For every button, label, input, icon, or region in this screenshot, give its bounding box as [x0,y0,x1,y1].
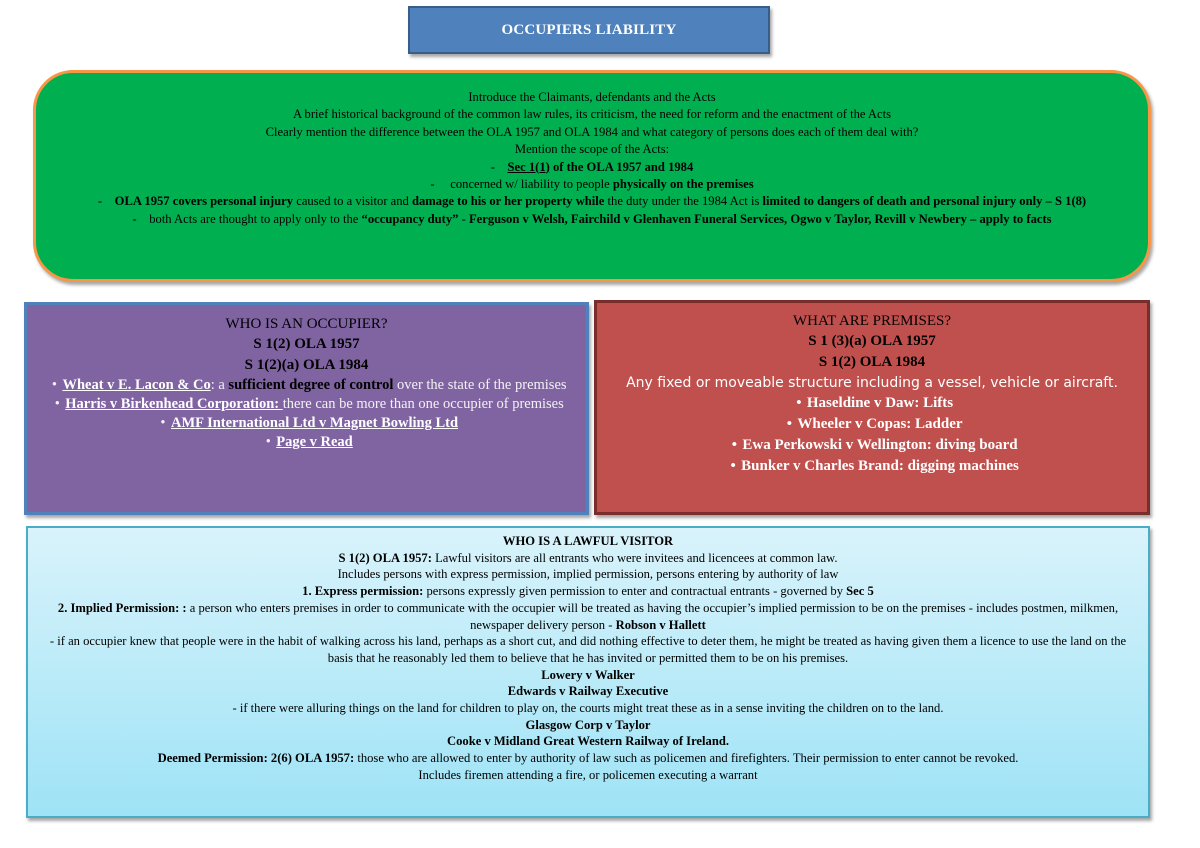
intro-line: Mention the scope of the Acts: [514,142,670,157]
category-label: Deemed Permission: 2(6) OLA 1957: [157,751,355,766]
case-name: Cooke v Midland Great Western Railway of Ireland. [447,734,729,749]
visitor-line: Includes persons with express permission, implied permission, persons entering by authority of law [337,567,839,582]
intro-point [76,193,1108,210]
case-list: Ferguson v Welsh, Fairchild v Glenhaven Funeral Services, Ogwo v Taylor, Revill v Newbery – apply to facts [468,211,1052,226]
case-name: Wheat v E. Lacon & Co [62,377,211,393]
visitor-line [44,600,1132,633]
case-name: Ewa Perkowski v Wellington: diving board [742,437,1018,453]
intro-point [76,211,1108,228]
premises-statute: S 1(2) OLA 1984 [818,354,926,370]
premises-heading: WHAT ARE PREMISES? [792,313,952,329]
intro-panel [33,70,1151,282]
case-emphasis: sufficient degree of control [228,377,394,393]
premises-description: Any fixed or moveable structure including a vessel, vehicle or aircraft. [626,375,1118,391]
bullet-icon: • [731,437,738,453]
visitor-text: Lawful visitors are all entrants who were invitees and licencees at common law. [431,550,838,565]
list-item [41,376,572,395]
section-ref: Sec 1(1) [507,159,550,174]
intro-text: concerned w/ liability to people [450,177,613,192]
dash: - [430,177,435,192]
bullet-icon: • [51,377,57,393]
dash: - [132,211,137,226]
case-name: Harris v Birkenhead Corporation: [65,396,283,412]
list-item [41,414,572,433]
intro-scope-line [76,159,1108,176]
visitor-text: persons expressly given permission to enter and contractual entrants - governed by [423,584,847,599]
intro-line: Clearly mention the difference between the OLA 1957 and OLA 1984 and what category of persons does each of them deal with? [265,124,919,139]
list-item [607,393,1137,414]
page-title: OCCUPIERS LIABILITY [408,6,770,54]
intro-point [76,176,1108,193]
dash: - [97,194,103,209]
intro-emphasis: OLA 1957 covers personal injury [114,194,294,209]
category-label: 2. Implied Permission: : [57,600,187,615]
premises-statute: S 1 (3)(a) OLA 1957 [808,333,936,349]
statute-ref: Sec 5 [846,584,874,599]
intro-emphasis: “occupancy duty” [361,211,459,226]
case-text: over the state of the premises [393,377,567,393]
dash: - [490,159,495,174]
visitor-line [44,583,1132,600]
visitor-text: those who are allowed to enter by authority of law such as policemen and firefighters. Their permission to enter cannot be revoked. [354,751,1019,766]
visitor-line: Includes firemen attending a fire, or policemen executing a warrant [418,767,758,782]
occupier-statute: S 1(2) OLA 1957 [253,336,360,352]
case-name: Haseldine v Daw: Lifts [806,395,954,411]
case-name: Glasgow Corp v Taylor [525,717,651,732]
bullet-icon: • [730,458,736,474]
visitor-line: - if an occupier knew that people were in the habit of walking across his land, perhaps as a short cut, and did nothing effective to deter them, he might be treated as having given them a licence to use the land on the basis that he reasonably led them to believe that he has invited or permitted them to be on his premises. [49,634,1127,665]
list-item [41,433,572,452]
category-label: 1. Express permission: [302,584,424,599]
case-name: AMF International Ltd v Magnet Bowling Ltd [170,415,459,431]
intro-emphasis: damage to his or her property while [412,194,605,209]
visitor-panel [26,526,1150,818]
intro-emphasis: limited to dangers of death and personal injury only – S 1(8) [762,194,1087,209]
visitor-line: - if there were alluring things on the land for children to play on, the courts might treat these as in a sense inviting the children on to the land. [232,701,944,716]
visitor-line [44,550,1132,567]
visitor-heading: WHO IS A LAWFUL VISITOR [502,534,674,548]
occupier-panel [24,302,589,515]
case-text: : a [210,377,229,393]
occupier-heading: WHO IS AN OCCUPIER? [225,316,388,332]
occupier-statute: S 1(2)(a) OLA 1984 [244,357,369,373]
statute-ref: S 1(2) OLA 1957: [338,550,432,565]
intro-emphasis: physically on the premises [612,177,754,192]
intro-text: caused to a visitor and [293,194,412,209]
intro-text: the duty under the 1984 Act is [604,194,763,209]
bullet-icon: • [265,434,271,450]
premises-panel [594,300,1150,515]
bullet-icon: • [786,416,793,432]
intro-line: Introduce the Claimants, defendants and the Acts [468,90,716,104]
bullet-icon: • [796,395,802,411]
case-name: Robson v Hallett [615,617,706,632]
section-ref-rest: of the OLA 1957 and 1984 [549,159,694,174]
intro-line: A brief historical background of the common law rules, its criticism, the need for reform and the enactment of the Acts [292,107,892,122]
case-name: Wheeler v Copas: Ladder [797,416,963,432]
occupier-case-list [41,376,572,452]
case-name: Page v Read [276,434,353,450]
case-name: Bunker v Charles Brand: digging machines [741,458,1019,474]
case-text: there can be more than one occupier of premises [282,396,564,412]
premises-case-list [607,393,1137,477]
visitor-text: a person who enters premises in order to communicate with the occupier will be treated as having the occupier’s implied permission to be on the premises - includes postmen, milkmen, newspaper delivery person - [186,600,1119,632]
list-item [607,414,1137,435]
case-name: Lowery v Walker [541,667,635,682]
intro-text: - [458,211,469,226]
intro-text: both Acts are thought to apply only to the [149,211,362,226]
visitor-line [44,750,1132,767]
list-item [607,435,1137,456]
case-name: Edwards v Railway Executive [507,684,669,699]
list-item [607,456,1137,477]
list-item [41,395,572,414]
bullet-icon: • [54,396,60,412]
bullet-icon: • [160,415,166,431]
